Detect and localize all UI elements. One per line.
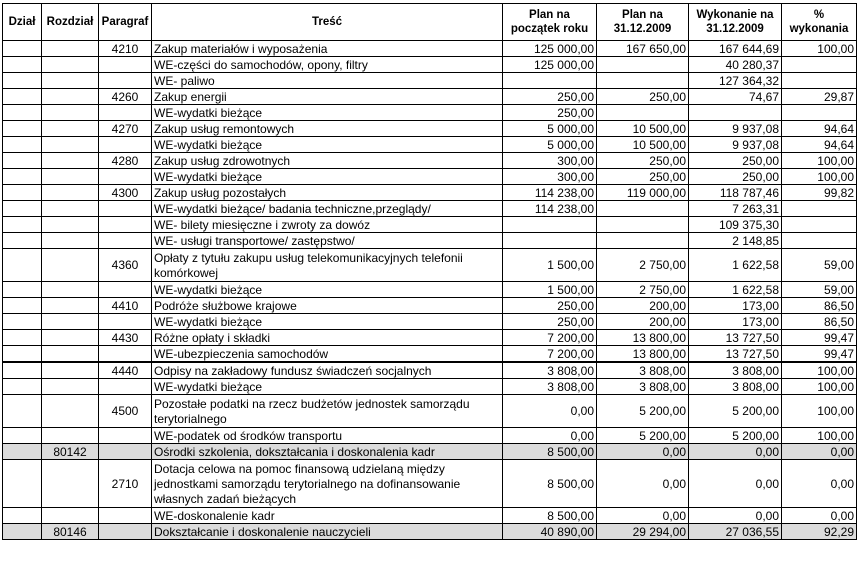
cell-plan-start: 0,00 [503, 395, 597, 428]
cell-plan-start: 0,00 [503, 428, 597, 444]
cell-rozdzial [42, 346, 99, 363]
header-rozdzial: Rozdział [42, 4, 99, 41]
cell-plan-end [597, 201, 689, 217]
cell-plan-end [597, 73, 689, 89]
table-row [3, 362, 857, 379]
cell-plan-end: 3 808,00 [597, 362, 689, 379]
cell-dzial [3, 298, 42, 314]
cell-tresc: WE-wydatki bieżące [152, 169, 503, 185]
cell-rozdzial [42, 121, 99, 137]
budget-table [2, 3, 857, 540]
cell-tresc: Różne opłaty i składki [152, 330, 503, 346]
cell-procent: 0,00 [782, 444, 857, 460]
cell-rozdzial [42, 57, 99, 73]
cell-plan-start: 8 500,00 [503, 508, 597, 524]
table-row [3, 379, 857, 395]
cell-plan-start: 8 500,00 [503, 460, 597, 508]
table-row [3, 233, 857, 249]
cell-tresc: Dotacja celowa na pomoc finansową udzielaną między jednostkami samorządu terytorialnego na dofinansowanie własnych zadań bieżących [152, 460, 503, 508]
cell-paragraf: 2710 [99, 460, 152, 508]
cell-dzial [3, 73, 42, 89]
cell-plan-start: 5 000,00 [503, 137, 597, 153]
cell-rozdzial [42, 330, 99, 346]
cell-rozdzial [42, 169, 99, 185]
cell-paragraf: 4260 [99, 89, 152, 105]
cell-wykonanie: 7 263,31 [689, 201, 782, 217]
cell-dzial [3, 460, 42, 508]
cell-wykonanie: 250,00 [689, 169, 782, 185]
cell-procent: 0,00 [782, 508, 857, 524]
cell-plan-end: 2 750,00 [597, 282, 689, 298]
cell-paragraf [99, 428, 152, 444]
cell-paragraf: 4500 [99, 395, 152, 428]
cell-paragraf [99, 201, 152, 217]
cell-paragraf [99, 57, 152, 73]
cell-dzial [3, 169, 42, 185]
cell-rozdzial [42, 41, 99, 57]
cell-wykonanie: 3 808,00 [689, 362, 782, 379]
cell-plan-start [503, 217, 597, 233]
table-row [3, 428, 857, 444]
cell-wykonanie: 167 644,69 [689, 41, 782, 57]
table-row [3, 524, 857, 540]
cell-tresc: Zakup usług remontowych [152, 121, 503, 137]
table-row [3, 298, 857, 314]
cell-tresc: WE-wydatki bieżące/ badania techniczne,przeglądy/ [152, 201, 503, 217]
cell-dzial [3, 379, 42, 395]
cell-paragraf [99, 314, 152, 330]
header-plan-end: Plan na 31.12.2009 [597, 4, 689, 41]
cell-dzial [3, 217, 42, 233]
cell-plan-end: 10 500,00 [597, 137, 689, 153]
cell-rozdzial [42, 137, 99, 153]
cell-plan-start: 7 200,00 [503, 330, 597, 346]
cell-paragraf: 4360 [99, 249, 152, 282]
cell-wykonanie: 13 727,50 [689, 346, 782, 363]
header-dzial: Dział [3, 4, 42, 41]
cell-plan-end: 250,00 [597, 153, 689, 169]
cell-tresc: WE-wydatki bieżące [152, 314, 503, 330]
cell-plan-start: 8 500,00 [503, 444, 597, 460]
table-row [3, 346, 857, 363]
table-row [3, 153, 857, 169]
cell-rozdzial [42, 379, 99, 395]
cell-wykonanie: 40 280,37 [689, 57, 782, 73]
cell-rozdzial [42, 153, 99, 169]
cell-plan-end: 200,00 [597, 314, 689, 330]
cell-plan-start: 1 500,00 [503, 249, 597, 282]
cell-wykonanie: 1 622,58 [689, 282, 782, 298]
cell-plan-start: 114 238,00 [503, 185, 597, 201]
cell-plan-end: 167 650,00 [597, 41, 689, 57]
cell-plan-end: 13 800,00 [597, 330, 689, 346]
cell-paragraf [99, 217, 152, 233]
cell-rozdzial [42, 282, 99, 298]
cell-dzial [3, 121, 42, 137]
cell-procent [782, 73, 857, 89]
cell-paragraf: 4440 [99, 362, 152, 379]
cell-procent: 100,00 [782, 169, 857, 185]
cell-tresc: WE-wydatki bieżące [152, 105, 503, 121]
cell-procent: 94,64 [782, 121, 857, 137]
cell-tresc: Odpisy na zakładowy fundusz świadczeń socjalnych [152, 362, 503, 379]
table-row [3, 185, 857, 201]
cell-paragraf [99, 137, 152, 153]
cell-dzial [3, 41, 42, 57]
cell-plan-start: 250,00 [503, 89, 597, 105]
cell-wykonanie: 0,00 [689, 508, 782, 524]
cell-paragraf [99, 524, 152, 540]
table-row [3, 330, 857, 346]
header-tresc: Treść [152, 4, 503, 41]
cell-dzial [3, 330, 42, 346]
cell-dzial [3, 185, 42, 201]
cell-tresc: Pozostałe podatki na rzecz budżetów jednostek samorządu terytorialnego [152, 395, 503, 428]
cell-plan-end: 250,00 [597, 89, 689, 105]
cell-dzial [3, 282, 42, 298]
cell-plan-start: 250,00 [503, 298, 597, 314]
cell-plan-end [597, 105, 689, 121]
cell-plan-end: 0,00 [597, 460, 689, 508]
table-row [3, 57, 857, 73]
cell-plan-start: 300,00 [503, 169, 597, 185]
cell-procent: 0,00 [782, 460, 857, 508]
cell-dzial [3, 346, 42, 363]
cell-plan-start: 5 000,00 [503, 121, 597, 137]
table-row [3, 460, 857, 508]
cell-tresc: WE-ubezpieczenia samochodów [152, 346, 503, 363]
cell-rozdzial [42, 362, 99, 379]
table-row [3, 137, 857, 153]
table-row [3, 282, 857, 298]
cell-wykonanie: 13 727,50 [689, 330, 782, 346]
cell-rozdzial [42, 217, 99, 233]
cell-rozdzial [42, 428, 99, 444]
cell-procent: 100,00 [782, 362, 857, 379]
cell-rozdzial [42, 395, 99, 428]
cell-paragraf [99, 282, 152, 298]
cell-plan-start: 7 200,00 [503, 346, 597, 363]
cell-paragraf [99, 169, 152, 185]
header-plan-start: Plan na początek roku [503, 4, 597, 41]
cell-dzial [3, 201, 42, 217]
cell-procent [782, 201, 857, 217]
cell-procent: 100,00 [782, 41, 857, 57]
cell-tresc: Zakup materiałów i wyposażenia [152, 41, 503, 57]
cell-rozdzial [42, 185, 99, 201]
cell-wykonanie: 0,00 [689, 460, 782, 508]
cell-tresc: WE- usługi transportowe/ zastępstwo/ [152, 233, 503, 249]
cell-rozdzial [42, 508, 99, 524]
cell-tresc: Dokształcanie i doskonalenie nauczycieli [152, 524, 503, 540]
table-row [3, 73, 857, 89]
cell-tresc: Podróże służbowe krajowe [152, 298, 503, 314]
cell-procent [782, 105, 857, 121]
cell-plan-end: 119 000,00 [597, 185, 689, 201]
cell-plan-end: 13 800,00 [597, 346, 689, 363]
cell-tresc: WE- paliwo [152, 73, 503, 89]
cell-paragraf: 4280 [99, 153, 152, 169]
cell-procent: 100,00 [782, 153, 857, 169]
cell-wykonanie: 1 622,58 [689, 249, 782, 282]
table-row [3, 89, 857, 105]
cell-dzial [3, 508, 42, 524]
cell-wykonanie: 9 937,08 [689, 121, 782, 137]
cell-tresc: Zakup usług pozostałych [152, 185, 503, 201]
cell-rozdzial [42, 298, 99, 314]
cell-wykonanie: 173,00 [689, 298, 782, 314]
cell-wykonanie: 74,67 [689, 89, 782, 105]
cell-procent: 86,50 [782, 314, 857, 330]
cell-tresc: Ośrodki szkolenia, dokształcania i doskonalenia kadr [152, 444, 503, 460]
cell-dzial [3, 314, 42, 330]
cell-dzial [3, 233, 42, 249]
cell-procent: 59,00 [782, 282, 857, 298]
header-procent: % wykonania [782, 4, 857, 41]
cell-plan-start: 114 238,00 [503, 201, 597, 217]
cell-plan-end: 5 200,00 [597, 395, 689, 428]
table-row [3, 395, 857, 428]
cell-dzial [3, 362, 42, 379]
cell-procent: 99,82 [782, 185, 857, 201]
cell-paragraf [99, 73, 152, 89]
cell-procent: 59,00 [782, 249, 857, 282]
cell-plan-start [503, 73, 597, 89]
cell-plan-end: 0,00 [597, 444, 689, 460]
cell-rozdzial: 80146 [42, 524, 99, 540]
table-row [3, 105, 857, 121]
cell-procent: 100,00 [782, 379, 857, 395]
cell-rozdzial [42, 105, 99, 121]
cell-wykonanie: 9 937,08 [689, 137, 782, 153]
cell-tresc: Opłaty z tytułu zakupu usług telekomunikacyjnych telefonii komórkowej [152, 249, 503, 282]
table-row [3, 444, 857, 460]
cell-rozdzial: 80142 [42, 444, 99, 460]
cell-rozdzial [42, 314, 99, 330]
cell-plan-start: 250,00 [503, 314, 597, 330]
cell-wykonanie [689, 105, 782, 121]
cell-procent [782, 233, 857, 249]
cell-plan-end [597, 57, 689, 73]
cell-paragraf: 4410 [99, 298, 152, 314]
cell-tresc: Zakup energii [152, 89, 503, 105]
cell-rozdzial [42, 249, 99, 282]
cell-tresc: Zakup usług zdrowotnych [152, 153, 503, 169]
cell-plan-end: 3 808,00 [597, 379, 689, 395]
cell-procent: 100,00 [782, 395, 857, 428]
cell-wykonanie: 5 200,00 [689, 395, 782, 428]
cell-plan-start [503, 233, 597, 249]
table-row [3, 121, 857, 137]
cell-wykonanie: 5 200,00 [689, 428, 782, 444]
cell-wykonanie: 127 364,32 [689, 73, 782, 89]
cell-paragraf: 4430 [99, 330, 152, 346]
cell-procent: 92,29 [782, 524, 857, 540]
cell-rozdzial [42, 460, 99, 508]
cell-procent: 100,00 [782, 428, 857, 444]
cell-dzial [3, 153, 42, 169]
cell-plan-end [597, 217, 689, 233]
cell-paragraf [99, 233, 152, 249]
cell-wykonanie: 2 148,85 [689, 233, 782, 249]
cell-tresc: WE-podatek od środków transportu [152, 428, 503, 444]
cell-wykonanie: 3 808,00 [689, 379, 782, 395]
cell-rozdzial [42, 89, 99, 105]
cell-plan-start: 250,00 [503, 105, 597, 121]
cell-paragraf [99, 508, 152, 524]
header-wykonanie: Wykonanie na 31.12.2009 [689, 4, 782, 41]
cell-wykonanie: 27 036,55 [689, 524, 782, 540]
cell-dzial [3, 137, 42, 153]
cell-plan-end: 10 500,00 [597, 121, 689, 137]
cell-paragraf [99, 444, 152, 460]
cell-paragraf: 4300 [99, 185, 152, 201]
cell-plan-end: 250,00 [597, 169, 689, 185]
header-paragraf: Paragraf [99, 4, 152, 41]
cell-wykonanie: 250,00 [689, 153, 782, 169]
cell-tresc: WE-wydatki bieżące [152, 137, 503, 153]
table-row [3, 169, 857, 185]
cell-tresc: WE-części do samochodów, opony, filtry [152, 57, 503, 73]
cell-tresc: WE-wydatki bieżące [152, 282, 503, 298]
table-body [3, 41, 857, 540]
cell-paragraf [99, 105, 152, 121]
cell-plan-end: 0,00 [597, 508, 689, 524]
cell-paragraf [99, 346, 152, 363]
cell-plan-start: 40 890,00 [503, 524, 597, 540]
cell-tresc: WE-wydatki bieżące [152, 379, 503, 395]
cell-procent [782, 57, 857, 73]
cell-plan-end [597, 233, 689, 249]
table-row [3, 201, 857, 217]
cell-dzial [3, 428, 42, 444]
table-row [3, 508, 857, 524]
cell-plan-start: 125 000,00 [503, 41, 597, 57]
table-row [3, 314, 857, 330]
cell-dzial [3, 89, 42, 105]
cell-plan-end: 29 294,00 [597, 524, 689, 540]
table-row [3, 249, 857, 282]
cell-procent [782, 217, 857, 233]
cell-procent: 86,50 [782, 298, 857, 314]
cell-plan-start: 125 000,00 [503, 57, 597, 73]
cell-rozdzial [42, 201, 99, 217]
cell-tresc: WE-doskonalenie kadr [152, 508, 503, 524]
cell-procent: 99,47 [782, 346, 857, 363]
cell-rozdzial [42, 233, 99, 249]
cell-wykonanie: 0,00 [689, 444, 782, 460]
cell-plan-start: 300,00 [503, 153, 597, 169]
cell-plan-start: 1 500,00 [503, 282, 597, 298]
cell-procent: 94,64 [782, 137, 857, 153]
table-row [3, 217, 857, 233]
table-row [3, 41, 857, 57]
cell-plan-end: 5 200,00 [597, 428, 689, 444]
cell-plan-end: 2 750,00 [597, 249, 689, 282]
cell-dzial [3, 57, 42, 73]
cell-dzial [3, 444, 42, 460]
cell-dzial [3, 249, 42, 282]
cell-paragraf: 4210 [99, 41, 152, 57]
cell-wykonanie: 109 375,30 [689, 217, 782, 233]
cell-rozdzial [42, 73, 99, 89]
cell-plan-end: 200,00 [597, 298, 689, 314]
cell-dzial [3, 105, 42, 121]
cell-tresc: WE- bilety miesięczne i zwroty za dowóz [152, 217, 503, 233]
cell-procent: 29,87 [782, 89, 857, 105]
cell-procent: 99,47 [782, 330, 857, 346]
cell-plan-start: 3 808,00 [503, 362, 597, 379]
cell-plan-start: 3 808,00 [503, 379, 597, 395]
cell-dzial [3, 524, 42, 540]
table-header-row [3, 4, 857, 41]
cell-wykonanie: 173,00 [689, 314, 782, 330]
cell-dzial [3, 395, 42, 428]
cell-paragraf [99, 379, 152, 395]
cell-paragraf: 4270 [99, 121, 152, 137]
cell-wykonanie: 118 787,46 [689, 185, 782, 201]
